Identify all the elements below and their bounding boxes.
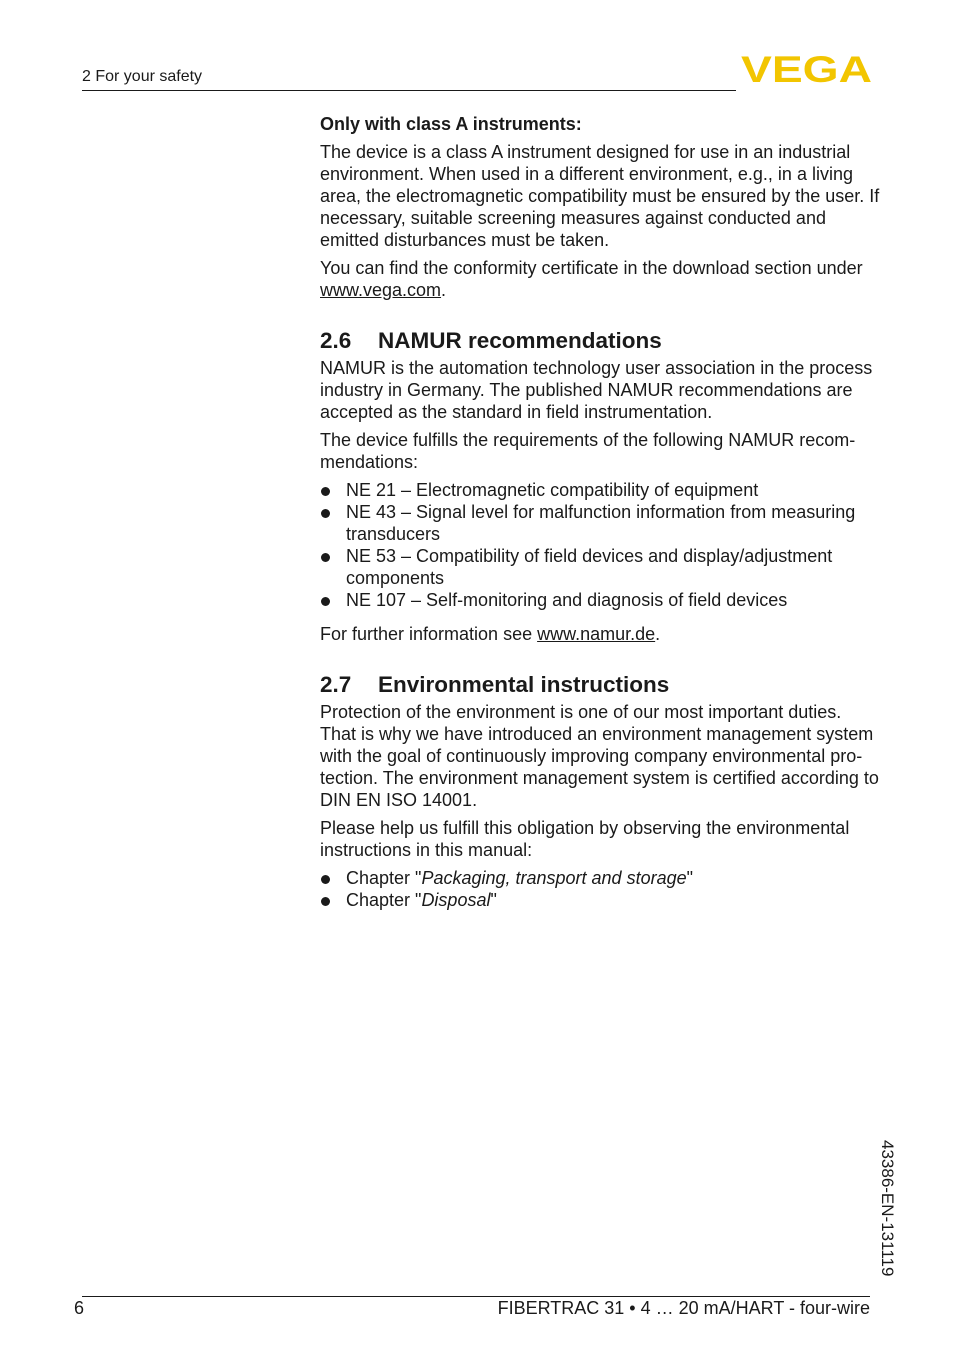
main-content (320, 113, 880, 911)
environment-help-paragraph: Please help us fulfill this obligation by observing the environmental instructions in this manual: (320, 818, 850, 860)
running-header: 2 For your safety (82, 68, 203, 85)
section-2-7-heading: 2.7 Environmental instructions (320, 672, 670, 697)
list-item: Chapter "Disposal" (320, 889, 880, 911)
footer-rule (82, 1296, 870, 1297)
namur-link[interactable]: www.namur.de (537, 624, 656, 644)
namur-list (320, 479, 880, 611)
list-item: Chapter "Packaging, transport and storage" (320, 867, 880, 889)
vega-logo (741, 52, 873, 84)
environment-list (320, 867, 880, 911)
vega-link[interactable]: www.vega.com (320, 280, 442, 300)
section-2-6-heading: 2.6 NAMUR recommendations (320, 328, 662, 353)
conformity-paragraph: You can find the conformity certificate in the download section under www.vega.com. (320, 258, 863, 300)
list-item: NE 43 – Signal level for malfunction information from measuring transducers (320, 501, 880, 545)
list-item: NE 21 – Electromagnetic compatibility of equipment (320, 479, 880, 501)
class-a-paragraph: The device is a class A instrument designed for use in an industrial environment. When used in a different environment, e.g., in a living area, the electromagnetic compatibility must be ensured by the user. If necessary, suitable screening measures against conducted and emitted disturbances must be taken. (320, 142, 880, 250)
page-number: 6 (74, 1298, 85, 1318)
namur-intro-paragraph: NAMUR is the automation technology user association in the process industry in Germany. The published NAMUR recommendations are accepted as the standard in field instrumentation. (320, 358, 873, 422)
environment-paragraph: Protection of the environment is one of our most important duties. That is why we have introduced an environment management system with the goal of continuously improving company environmental pro-tection. The environment management system is certified according to DIN EN ISO 14001. (320, 702, 879, 810)
footer-doc-title: FIBERTRAC 31 • 4 … 20 mA/HART - four-wire (497, 1298, 870, 1318)
list-item: NE 53 – Compatibility of field devices and display/adjustment components (320, 545, 880, 589)
header-rule (82, 90, 736, 91)
document-id: 43386-EN-131119 (878, 1140, 897, 1277)
class-a-label: Only with class A instruments: (320, 114, 582, 134)
further-info-paragraph: For further information see www.namur.de. (320, 624, 661, 644)
namur-requirements-paragraph: The device fulfills the requirements of the following NAMUR recom-mendations: (320, 430, 856, 472)
svg-text:VEGA: VEGA (741, 52, 872, 84)
list-item: NE 107 – Self-monitoring and diagnosis of field devices (320, 589, 880, 611)
